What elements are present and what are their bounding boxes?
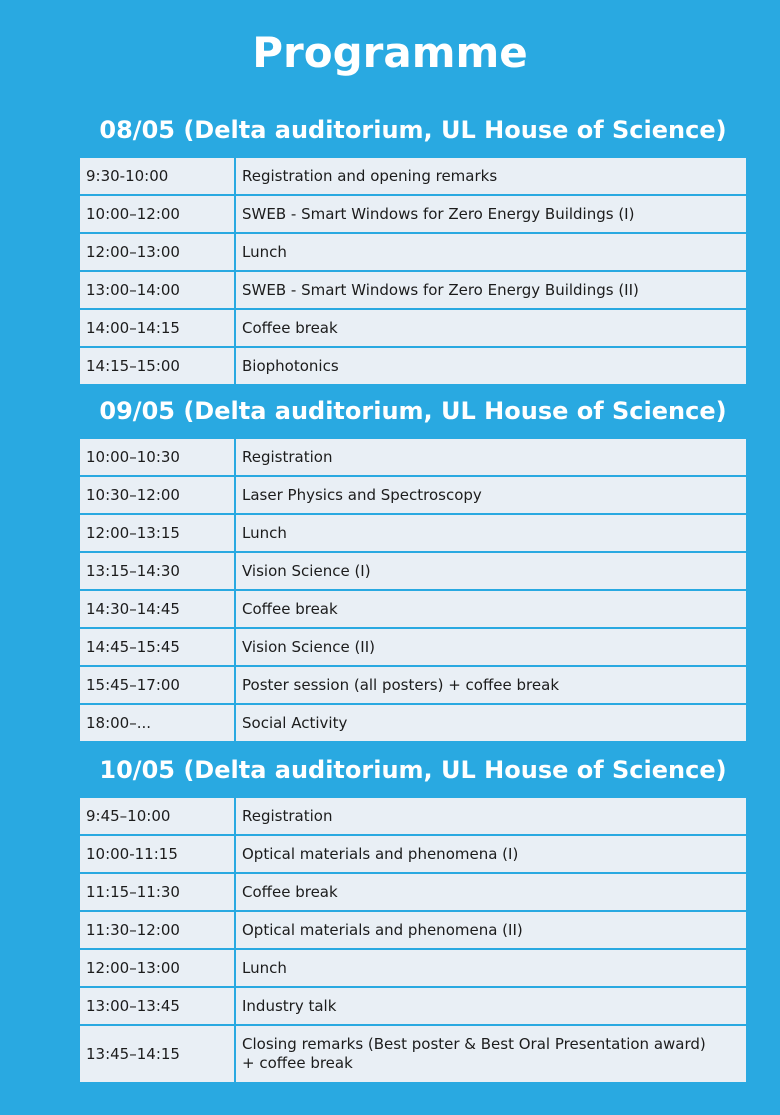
table-row: [79, 309, 747, 347]
table-row: [79, 797, 747, 835]
session-time: 10:30–12:00: [79, 476, 235, 514]
table-row: [79, 438, 747, 476]
session-time: 10:00–12:00: [79, 195, 235, 233]
table-row: [79, 157, 747, 195]
session-event: Registration and opening remarks: [235, 157, 747, 195]
session-event: Closing remarks (Best poster & Best Oral Presentation award) + coffee break: [235, 1025, 747, 1083]
schedule-table-1005: [78, 796, 748, 1084]
table-row: [79, 514, 747, 552]
table-row: [79, 347, 747, 385]
table-row: [79, 271, 747, 309]
session-time: 13:15–14:30: [79, 552, 235, 590]
session-time: 14:30–14:45: [79, 590, 235, 628]
table-row: [79, 233, 747, 271]
session-time: 14:45–15:45: [79, 628, 235, 666]
session-event: SWEB - Smart Windows for Zero Energy Buildings (II): [235, 271, 747, 309]
table-row: [79, 195, 747, 233]
table-row: [79, 552, 747, 590]
session-event: Registration: [235, 797, 747, 835]
session-time: 11:30–12:00: [79, 911, 235, 949]
session-time: 12:00–13:15: [79, 514, 235, 552]
table-row: [79, 873, 747, 911]
session-time: 12:00–13:00: [79, 233, 235, 271]
session-time: 14:15–15:00: [79, 347, 235, 385]
session-event: Lunch: [235, 514, 747, 552]
session-event: Lunch: [235, 949, 747, 987]
session-event: Coffee break: [235, 873, 747, 911]
session-event: Coffee break: [235, 590, 747, 628]
session-time: 9:30-10:00: [79, 157, 235, 195]
day-heading-0805: 08/05 (Delta auditorium, UL House of Science): [99, 116, 727, 144]
session-event: Laser Physics and Spectroscopy: [235, 476, 747, 514]
session-event: Industry talk: [235, 987, 747, 1025]
session-event: Vision Science (I): [235, 552, 747, 590]
table-row: [79, 590, 747, 628]
session-time: 10:00-11:15: [79, 835, 235, 873]
session-event: Social Activity: [235, 704, 747, 742]
session-event: Coffee break: [235, 309, 747, 347]
session-event: Lunch: [235, 233, 747, 271]
day-heading-0905: 09/05 (Delta auditorium, UL House of Science): [99, 397, 727, 425]
session-time: 13:00–13:45: [79, 987, 235, 1025]
session-event: Vision Science (II): [235, 628, 747, 666]
table-row: [79, 911, 747, 949]
session-time: 18:00–...: [79, 704, 235, 742]
session-time: 13:00–14:00: [79, 271, 235, 309]
schedule-table-0805: [78, 156, 748, 386]
session-time: 11:15–11:30: [79, 873, 235, 911]
session-event: Registration: [235, 438, 747, 476]
table-row: [79, 987, 747, 1025]
session-event: SWEB - Smart Windows for Zero Energy Buildings (I): [235, 195, 747, 233]
session-event: Biophotonics: [235, 347, 747, 385]
day-heading-1005: 10/05 (Delta auditorium, UL House of Science): [99, 756, 727, 784]
table-row: [79, 476, 747, 514]
table-row: [79, 835, 747, 873]
table-row: [79, 1025, 747, 1083]
session-time: 12:00–13:00: [79, 949, 235, 987]
session-event: Optical materials and phenomena (II): [235, 911, 747, 949]
session-time: 14:00–14:15: [79, 309, 235, 347]
table-row: [79, 628, 747, 666]
session-time: 10:00–10:30: [79, 438, 235, 476]
session-time: 9:45–10:00: [79, 797, 235, 835]
page-title: Programme: [252, 28, 528, 77]
session-event: Poster session (all posters) + coffee break: [235, 666, 747, 704]
session-event: Optical materials and phenomena (I): [235, 835, 747, 873]
table-row: [79, 666, 747, 704]
schedule-table-0905: [78, 437, 748, 743]
table-row: [79, 704, 747, 742]
session-time: 13:45–14:15: [79, 1025, 235, 1083]
table-row: [79, 949, 747, 987]
session-time: 15:45–17:00: [79, 666, 235, 704]
